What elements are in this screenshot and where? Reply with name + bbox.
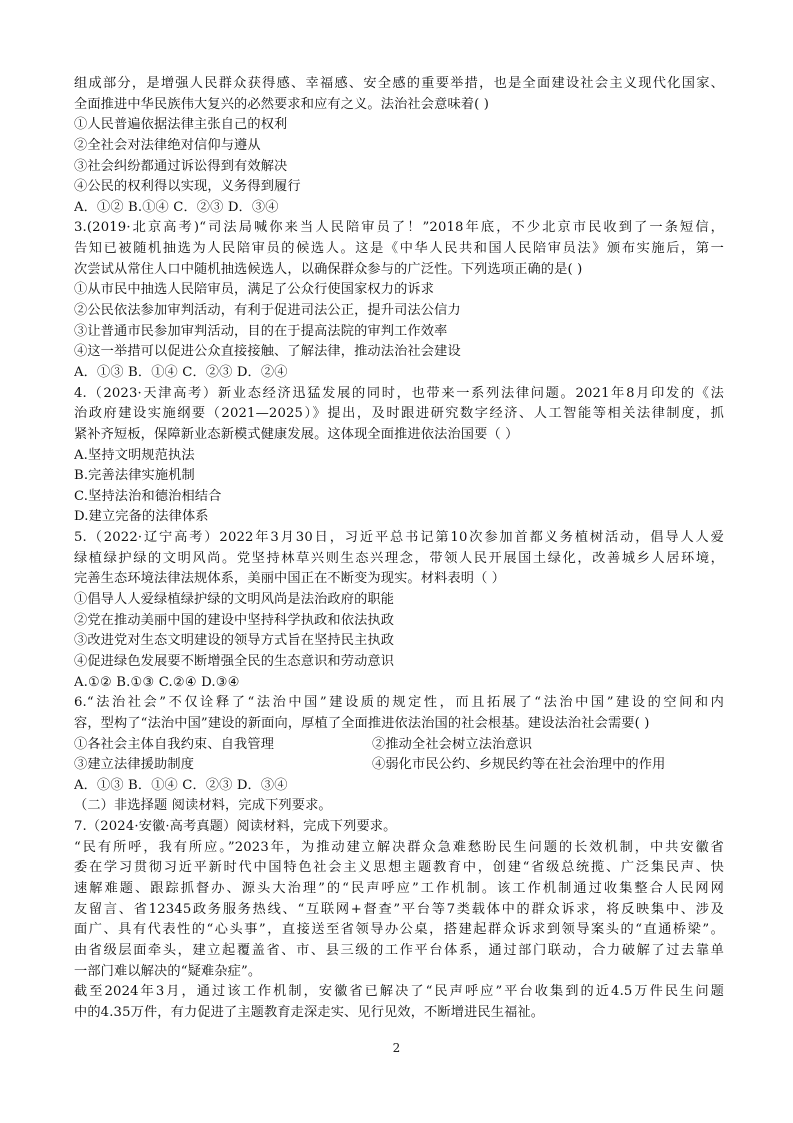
text-line: 友留言、省12345政务服务热线、“互联网+督查”平台等7类载体中的群众诉求，将反映集中、涉及 xyxy=(74,901,724,917)
question-2-block xyxy=(74,74,724,218)
question-title: 7.（2024·安徽·高考真题）阅读材料，完成下列要求。 xyxy=(74,819,397,835)
option-line: ④这一举措可以促进公众直接接触、了解法律，推动法治社会建设 xyxy=(74,344,461,360)
page-number: 2 xyxy=(392,1041,401,1055)
text-line: 一部门难以解决的“疑难杂症”。 xyxy=(74,963,262,979)
option-3: ③建立法律援助制度 xyxy=(74,757,195,773)
answer-choices: A．①③ B．①④ C．②③ D．③④ xyxy=(74,777,288,793)
option-line: ②全社会对法律绝对信仰与遵从 xyxy=(74,137,261,153)
option-line: ③社会纠纷都通过诉讼得到有效解决 xyxy=(74,158,288,174)
option-line: D.建立完备的法律体系 xyxy=(74,509,209,525)
option-line: ③让普通市民参加审判活动，目的在于提高法院的审判工作效率 xyxy=(74,323,448,339)
text-line: 容，型构了“法治中国”建设的新面向，厚植了全面推进依法治国的社会根基。建设法治社会需要( ) xyxy=(74,715,650,731)
option-line: ①从市民中抽选人民陪审员，满足了公众行使国家权力的诉求 xyxy=(74,282,435,298)
text-line: 次尝试从常住人口中随机抽选候选人，以确保群众参与的广泛性。下列选项正确的是( ) xyxy=(74,261,583,277)
option-line: C.坚持法治和德治相结合 xyxy=(74,488,222,504)
question-6-block xyxy=(74,693,724,796)
text-line: 4.（2023·天津高考）新业态经济迅猛发展的同时，也带来一系列法律问题。2021年8月印发的《法 xyxy=(74,385,724,401)
text-line: 组成部分，是增强人民群众获得感、幸福感、安全感的重要举措，也是全面建设社会主义现代化国家、 xyxy=(74,76,724,91)
section-header: （二）非选择题 阅读材料，完成下列要求。 xyxy=(74,798,332,814)
option-2: ②推动全社会树立法治意识 xyxy=(372,736,533,752)
question-3-block xyxy=(74,218,724,383)
option-line: ④公民的权利得以实现，义务得到履行 xyxy=(74,179,301,195)
text-line: 5.（2022·辽宁高考）2022年3月30日，习近平总书记第10次参加首都义务植树活动，倡导人人爱 xyxy=(74,530,724,546)
question-5-block xyxy=(74,528,724,693)
option-row xyxy=(74,735,724,756)
text-line: 速解难题、跟踪抓督办、源头大治理”的“民声呼应”工作机制。该工作机制通过收集整合人民网网 xyxy=(74,880,724,896)
text-line: 告知已被随机抽选为人民陪审员的候选人。这是《中华人民共和国人民陪审员法》颁布实施后，第一 xyxy=(74,241,724,257)
option-row xyxy=(74,755,724,776)
text-line: 完善生态环境法律法规体系，美丽中国正在不断变为现实。材料表明（ ） xyxy=(74,571,506,587)
option-line: B.完善法律实施机制 xyxy=(74,468,195,484)
answer-choices: A．①② B.①④ C．②③ D．③④ xyxy=(74,199,279,215)
option-line: ②党在推动美丽中国的建设中坚持科学执政和依法执政 xyxy=(74,612,395,628)
text-line: 由省级层面牵头，建立起覆盖省、市、县三级的工作平台体系，通过部门联动，合力破解了过去靠单 xyxy=(74,942,724,958)
text-line: 3.(2019·北京高考)“司法局喊你来当人民陪审员了！”2018年底，不少北京市民收到了一条短信， xyxy=(74,220,724,236)
option-line: ①人民普遍依据法律主张自己的权利 xyxy=(74,117,288,133)
text-line: 6.“法治社会”不仅诠释了“法治中国”建设质的规定性，而且拓展了“法治中国”建设的空间和内 xyxy=(74,695,724,711)
question-4-block xyxy=(74,384,724,528)
answer-choices: A．①③ B．①④ C．②③ D．②④ xyxy=(74,364,288,380)
option-line: A.坚持文明规范执法 xyxy=(74,447,195,463)
option-1: ①各社会主体自我约束、自我管理 xyxy=(74,736,275,752)
option-line: ③改进党对生态文明建设的领导方式旨在坚持民主执政 xyxy=(74,633,395,649)
text-line: 紧补齐短板，保障新业态新模式健康发展。这体现全面推进依法治国要（ ） xyxy=(74,426,519,442)
text-line: 中的4.35万件，有力促进了主题教育走深走实、见行见效，不断增进民生福祉。 xyxy=(74,1004,545,1020)
text-line: 委在学习贯彻习近平新时代中国特色社会主义思想主题教育中，创建“省级总统揽、广泛集民声、快 xyxy=(74,860,724,876)
text-line: 全面推进中华民族伟大复兴的必然要求和应有之义。法治社会意味着( ) xyxy=(74,96,490,112)
text-line: 绿植绿护绿的文明风尚。党坚持林草兴则生态兴理念，带领人民开展国土绿化，改善城乡人居环境， xyxy=(74,550,724,566)
text-line: 面广、具有代表性的“心头事”，直接送至省领导办公桌，搭建起群众诉求到领导案头的“直通桥梁”。 xyxy=(74,922,724,938)
question-7-block xyxy=(74,817,724,1023)
answer-choices: A.①② B.①③ C.②④ D.③④ xyxy=(74,674,240,690)
option-4: ④弱化市民公约、乡规民约等在社会治理中的作用 xyxy=(372,757,666,773)
option-line: ④促进绿色发展要不断增强全民的生态意识和劳动意识 xyxy=(74,653,395,669)
document-page xyxy=(74,74,724,1023)
option-line: ①倡导人人爱绿植绿护绿的文明风尚是法治政府的职能 xyxy=(74,592,395,608)
text-line: 治政府建设实施纲要（2021—2025）》提出，及时跟进研究数字经济、人工智能等相关法律制度，抓 xyxy=(74,406,724,422)
text-line: “民有所呼，我有所应。”2023年，为推动建立解决群众急难愁盼民生问题的长效机制，中共安徽省 xyxy=(74,839,724,855)
option-line: ②公民依法参加审判活动，有利于促进司法公正，提升司法公信力 xyxy=(74,303,461,319)
text-line: 截至2024年3月，通过该工作机制，安徽省已解决了“民声呼应”平台收集到的近4.5万件民生问题 xyxy=(74,984,724,1000)
